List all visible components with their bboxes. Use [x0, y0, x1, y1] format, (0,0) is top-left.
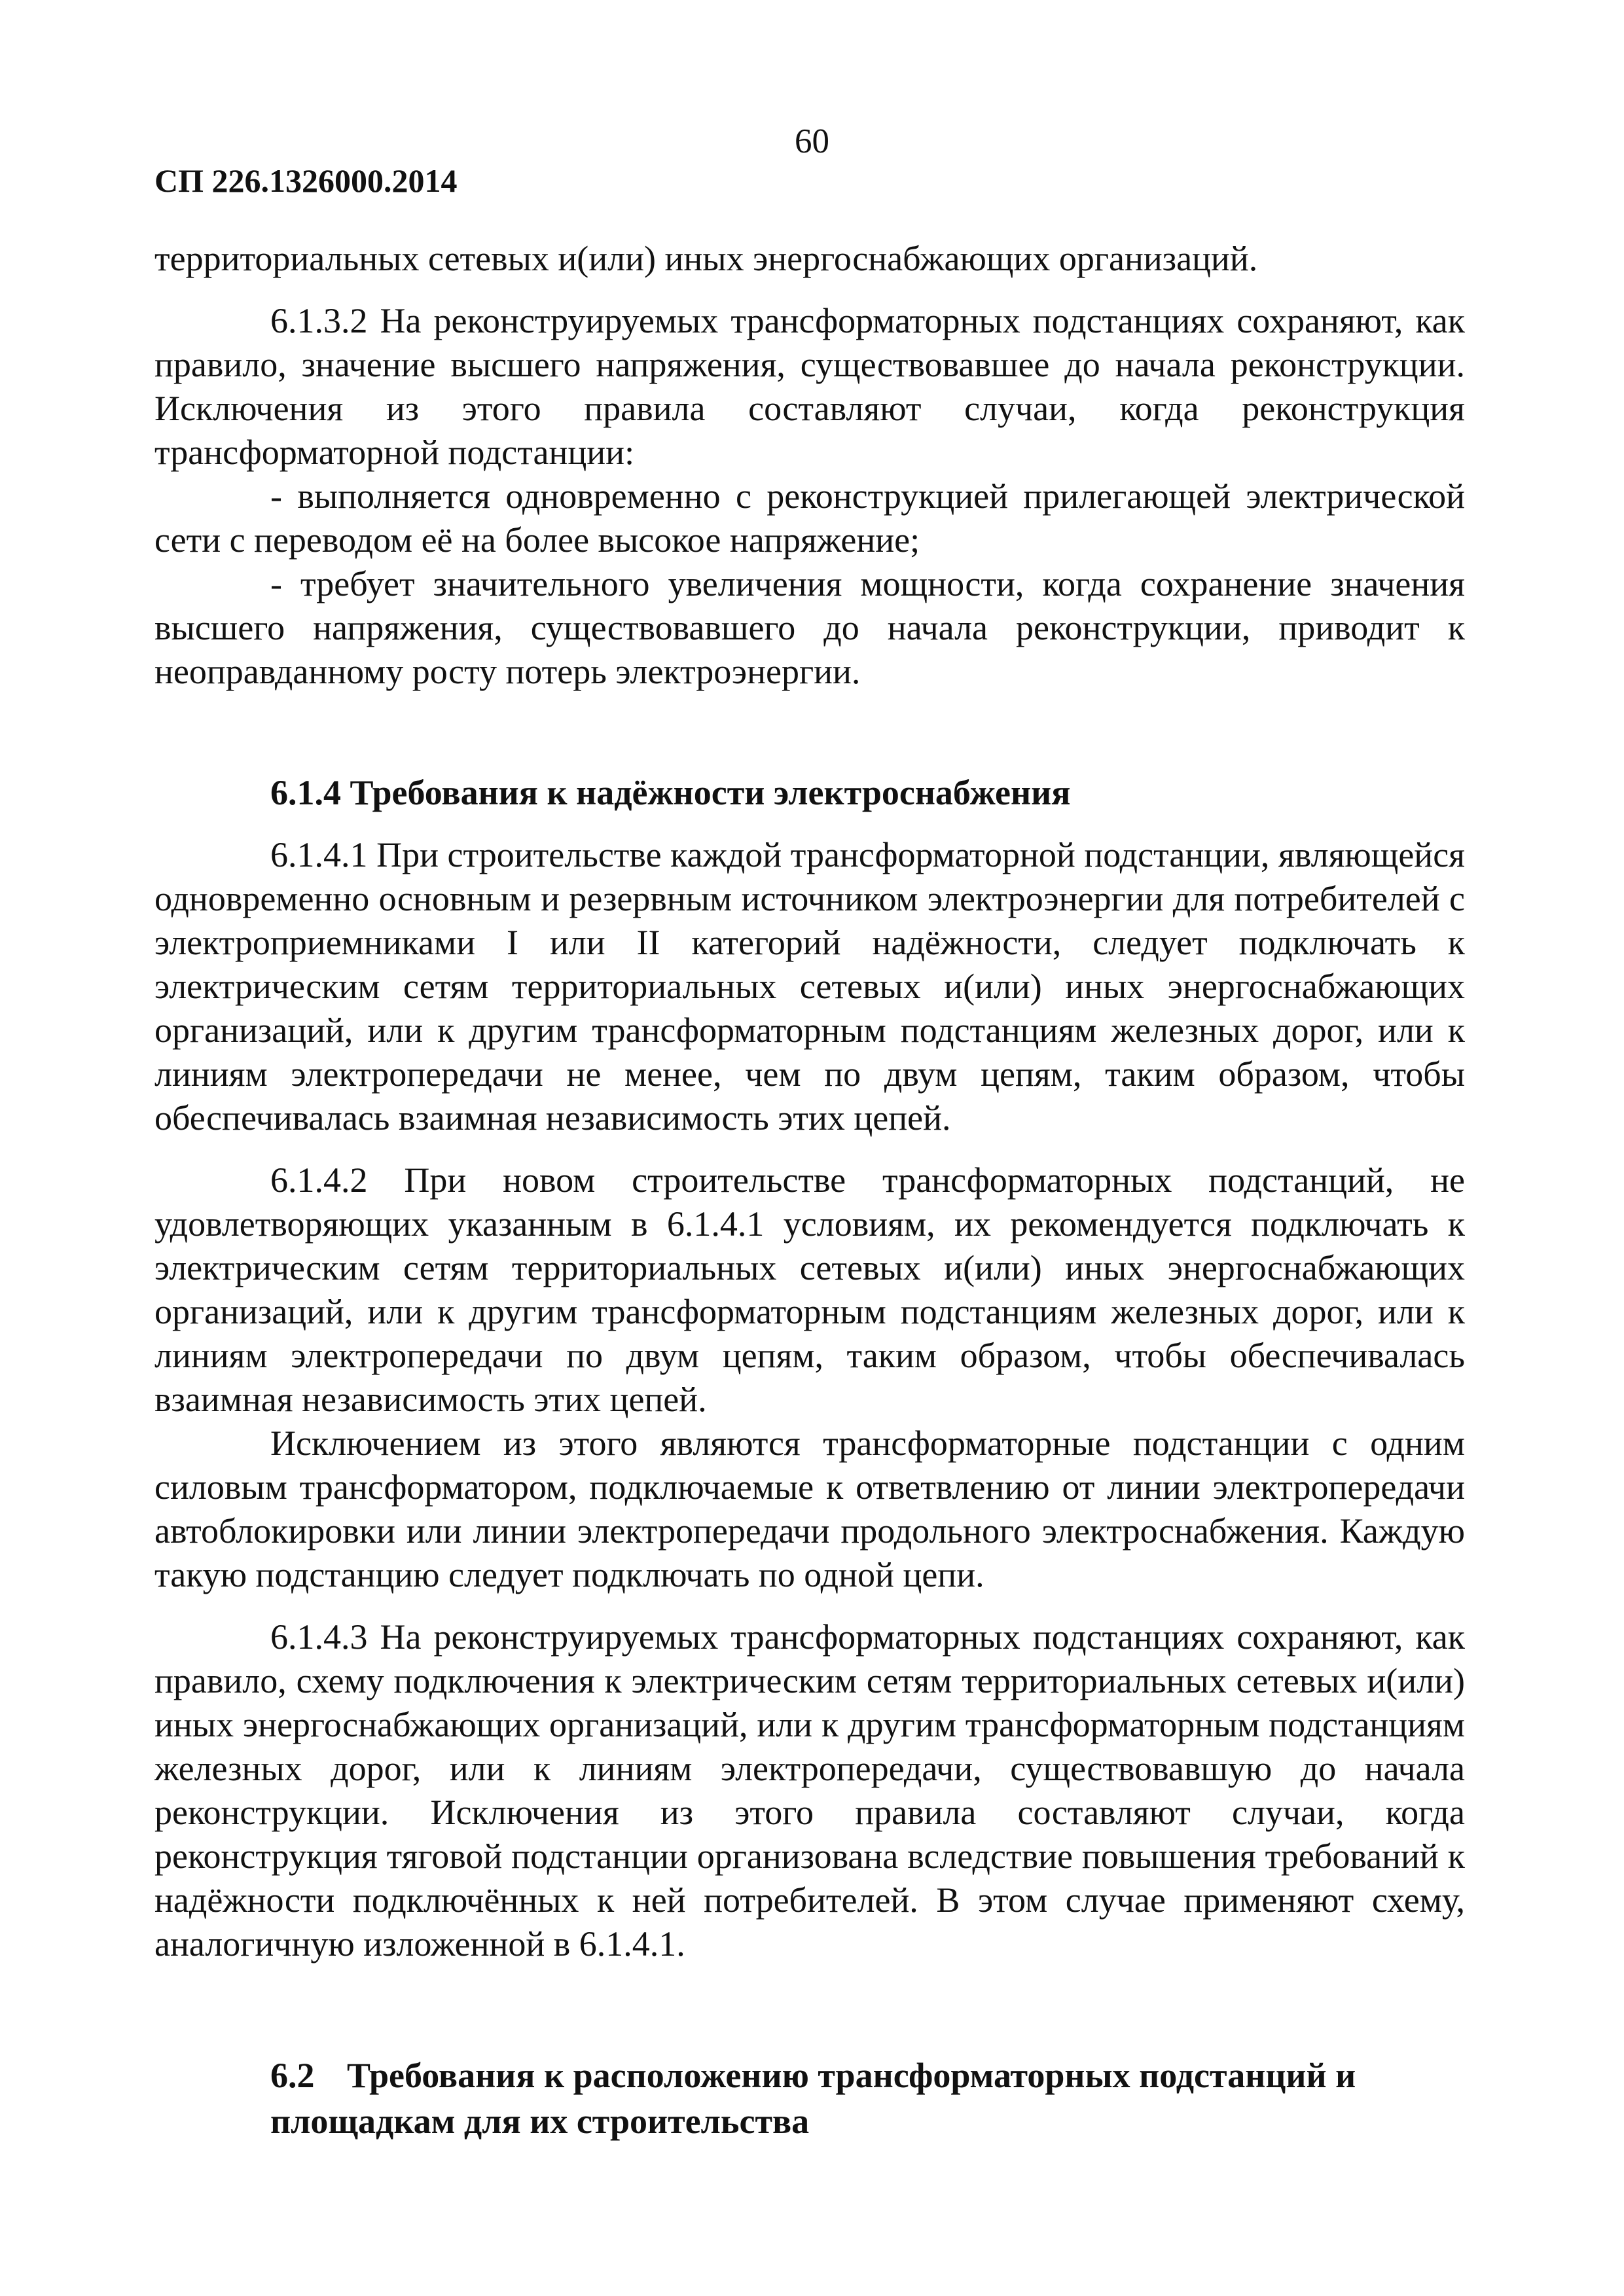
section-title: Требования к расположению трансформаторных подстанций и площадкам для их строительства [270, 2056, 1356, 2141]
paragraph-6-1-4-3: 6.1.4.3 На реконструируемых трансформаторных подстанциях сохраняют, как правило, схему подключения к электрическим сетям территориальных сетевых и(или) иных энергоснабжающих организаций, или к другим трансформаторным подстанциям железных дорог, или к линиям электропередачи, существовавшую до начала реконструкции. Исключения из этого правила составляют случаи, когда реконструкция тяговой подстанции организована вследствие повышения требований к надёжности подключённых к ней потребителей. В этом случае применяют схему, аналогичную изложенной в 6.1.4.1. [154, 1617, 1465, 1964]
section-heading-6-2 [154, 2053, 1465, 2144]
section-heading-6-1-4: 6.1.4 Требования к надёжности электроснабжения [270, 773, 1071, 812]
list-item-2: - требует значительного увеличения мощности, когда сохранение значения высшего напряжения, существовавшего до начала реконструкции, приводит к неоправданному росту потерь электроэнергии. [154, 564, 1465, 691]
paragraph-exception: Исключением из этого являются трансформаторные подстанции с одним силовым трансформатором, подключаемые к ответвлению от линии электропередачи автоблокировки или линии электропередачи продольного электроснабжения. Каждую такую подстанцию следует подключать по одной цепи. [154, 1424, 1465, 1594]
paragraph-6-1-4-1: 6.1.4.1 При строительстве каждой трансформаторной подстанции, являющейся одновременно основным и резервным источником электроэнергии для потребителей с электроприемниками I или II категорий надёжности, следует подключать к электрическим сетям территориальных сетевых и(или) иных энергоснабжающих организаций, или к другим трансформаторным подстанциям железных дорог, или к линиям электропередачи не менее, чем по двум цепям, таким образом, чтобы обеспечивалась взаимная независимость этих цепей. [154, 835, 1465, 1138]
section-number: 6.2 [270, 2056, 315, 2095]
document-code: СП 226.1326000.2014 [154, 162, 458, 199]
list-item-1: - выполняется одновременно с реконструкцией прилегающей электрической сети с переводом её на более высокое напряжение; [154, 476, 1465, 560]
paragraph-6-1-4-2: 6.1.4.2 При новом строительстве трансформаторных подстанций, не удовлетворяющих указанным в 6.1.4.1 условиям, их рекомендуется подключать к электрическим сетям территориальных сетевых и(или) иных энергоснабжающих организаций, или к другим трансформаторным подстанциям железных дорог, или к линиям электропередачи по двум цепям, таким образом, чтобы обеспечивалась взаимная независимость этих цепей. [154, 1160, 1465, 1419]
page-number: 60 [795, 122, 829, 160]
paragraph-continuation: территориальных сетевых и(или) иных энергоснабжающих организаций. [154, 239, 1258, 278]
document-body [154, 237, 1465, 2144]
paragraph-6-1-3-2: 6.1.3.2 На реконструируемых трансформаторных подстанциях сохраняют, как правило, значение высшего напряжения, существовавшее до начала реконструкции. Исключения из этого правила составляют случаи, когда реконструкция трансформаторной подстанции: [154, 301, 1465, 472]
